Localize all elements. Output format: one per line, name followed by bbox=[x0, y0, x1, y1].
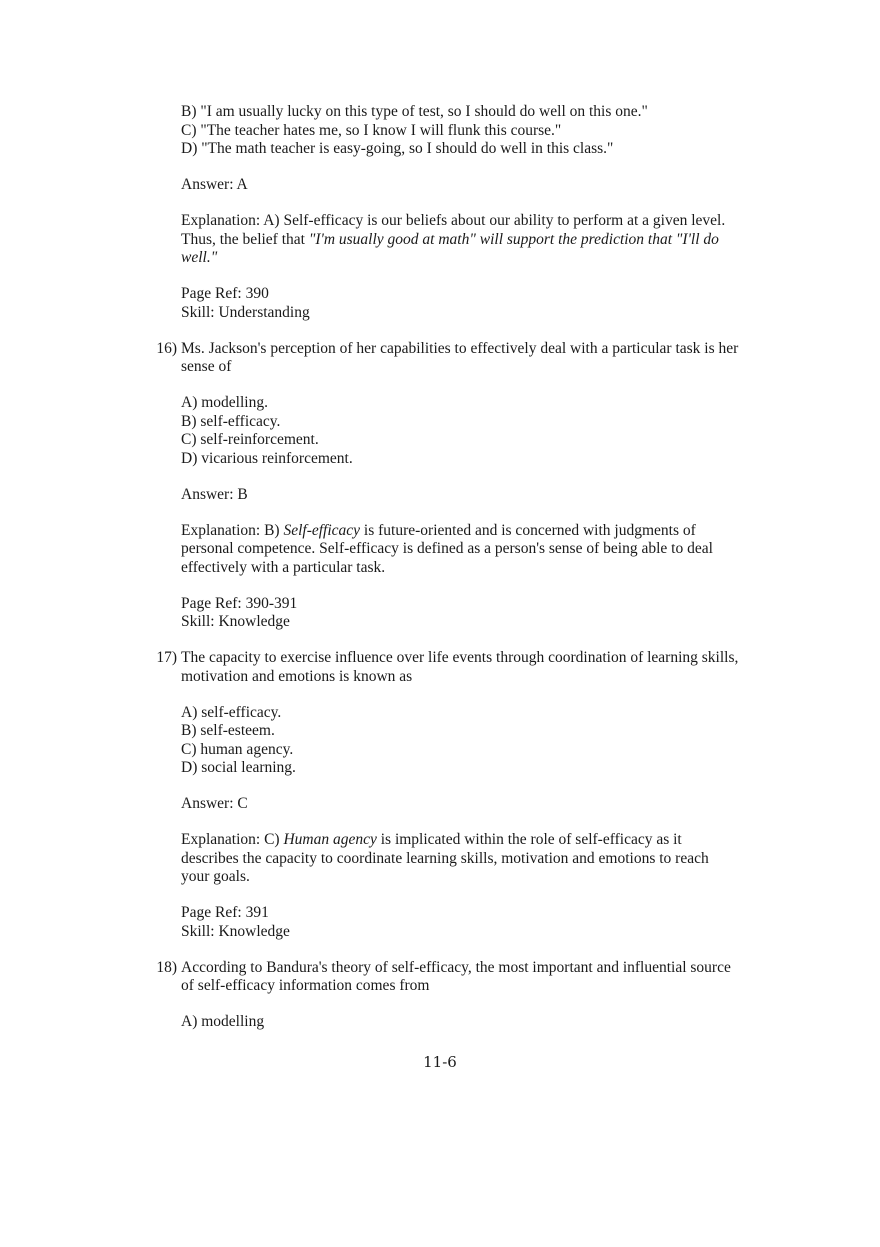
q18-stem bbox=[156, 958, 771, 996]
q15-answer-text: Answer: A bbox=[181, 176, 248, 193]
q15-explanation-line-2 bbox=[181, 231, 771, 250]
q17-explanation-term: Human agency bbox=[283, 831, 377, 848]
q17-explanation bbox=[181, 831, 771, 887]
q16-explanation-line-2: personal competence. Self-efficacy is defined as a person's sense of being able to deal bbox=[181, 540, 713, 557]
q17-explanation-prefix: Explanation: C) bbox=[181, 831, 284, 848]
q18-stem-line-1: According to Bandura's theory of self-efficacy, the most important and influential source bbox=[181, 958, 731, 976]
q16-option-a: A) modelling. bbox=[181, 394, 268, 411]
q16-explanation bbox=[181, 522, 771, 578]
q15-option-d: D) "The math teacher is easy-going, so I should do well in this class." bbox=[181, 140, 614, 157]
q16-stem-line-1: Ms. Jackson's perception of her capabilities to effectively deal with a particular task is her bbox=[181, 339, 739, 357]
q17-option-b: B) self-esteem. bbox=[181, 722, 275, 739]
q15-meta bbox=[181, 285, 771, 322]
q15-explanation bbox=[181, 212, 771, 268]
q16-option-b: B) self-efficacy. bbox=[181, 412, 281, 430]
q16-explanation-rest: is future-oriented and is concerned with judgments of bbox=[360, 521, 696, 539]
q16-answer bbox=[181, 486, 771, 505]
q17-explanation-line-3: your goals. bbox=[181, 868, 250, 885]
q16-stem-line-2: sense of bbox=[181, 358, 232, 375]
q18-options bbox=[181, 1013, 771, 1032]
q17-number: 17) bbox=[156, 649, 177, 666]
q18-number: 18) bbox=[156, 958, 177, 976]
q15-explanation-line-1: Explanation: A) Self-efficacy is our beliefs about our ability to perform at a given level. bbox=[181, 212, 726, 229]
q17-option-d: D) social learning. bbox=[181, 759, 296, 776]
q18-stem-line-2: of self-efficacy information comes from bbox=[181, 977, 430, 994]
q16-option-c: C) self-reinforcement. bbox=[181, 431, 319, 448]
q17-explanation-line-1 bbox=[181, 831, 771, 850]
q16-options bbox=[181, 394, 771, 468]
q16-page-ref: Page Ref: 390-391 bbox=[181, 594, 298, 612]
page-content bbox=[156, 103, 771, 1049]
q16-meta bbox=[181, 595, 771, 632]
q16-number: 16) bbox=[156, 339, 177, 357]
q17-option-c: C) human agency. bbox=[181, 740, 294, 758]
q17-explanation-line-2: describes the capacity to coordinate learning skills, motivation and emotions to reach bbox=[181, 849, 709, 867]
q16-explanation-line-1 bbox=[181, 522, 771, 541]
q16-explanation-prefix: Explanation: B) bbox=[181, 521, 284, 539]
q17-stem bbox=[156, 649, 771, 686]
q16-answer-text: Answer: B bbox=[181, 485, 248, 503]
q15-option-c: C) "The teacher hates me, so I know I will flunk this course." bbox=[181, 121, 562, 139]
q15-skill: Skill: Understanding bbox=[181, 303, 310, 321]
q15-option-b: B) "I am usually lucky on this type of test, so I should do well on this one." bbox=[181, 103, 648, 120]
q15-explanation-plain: Thus, the belief that bbox=[181, 230, 309, 248]
q15-page-ref: Page Ref: 390 bbox=[181, 285, 269, 302]
q15-options bbox=[181, 103, 771, 159]
q16-explanation-term: Self-efficacy bbox=[283, 521, 361, 539]
q17-meta bbox=[181, 904, 771, 941]
q17-skill: Skill: Knowledge bbox=[181, 922, 290, 940]
q18-option-a: A) modelling bbox=[181, 1013, 265, 1030]
q16-explanation-line-3: effectively with a particular task. bbox=[181, 558, 386, 576]
q16-stem bbox=[156, 339, 771, 377]
q15-explanation-italic: "I'm usually good at math" will support the prediction that "I'll do bbox=[308, 230, 719, 248]
q15-explanation-italic-end: well." bbox=[181, 249, 218, 266]
q17-page-ref: Page Ref: 391 bbox=[181, 904, 269, 921]
q17-stem-line-2: motivation and emotions is known as bbox=[181, 667, 413, 685]
page-number: 11-6 bbox=[423, 1053, 457, 1071]
q17-answer bbox=[181, 795, 771, 814]
q17-answer-text: Answer: C bbox=[181, 795, 248, 812]
q15-explanation-line-3 bbox=[181, 249, 771, 268]
q16-skill: Skill: Knowledge bbox=[181, 613, 290, 630]
q17-option-a: A) self-efficacy. bbox=[181, 703, 282, 721]
q17-explanation-rest: is implicated within the role of self-efficacy as it bbox=[376, 831, 682, 848]
q15-answer bbox=[181, 176, 771, 195]
q17-options bbox=[181, 704, 771, 778]
q17-stem-line-1: The capacity to exercise influence over life events through coordination of learning skills, bbox=[181, 649, 739, 666]
q16-option-d: D) vicarious reinforcement. bbox=[181, 449, 353, 467]
